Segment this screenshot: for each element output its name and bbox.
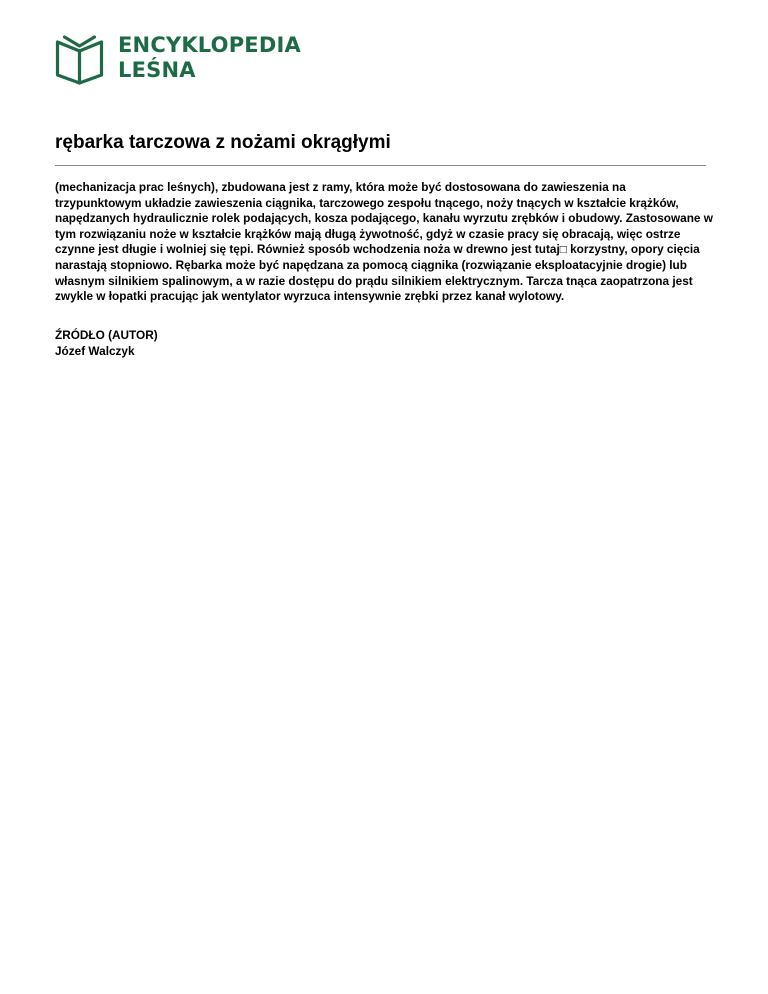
article-title: rębarka tarczowa z nożami okrągłymi [55, 132, 391, 153]
source-author: Józef Walczyk [55, 344, 135, 358]
title-divider [55, 165, 706, 166]
logo-wordmark [118, 33, 301, 83]
article-body: (mechanizacja prac leśnych), zbudowana jest z ramy, która może być dostosowana do zawieszenia na trzypunktowym układzie zawieszenia ciągnika, tarczowego zespołu tnącego, noży tnących w kształcie krążków, napędzanych hydraulicznie rolek podających, kosza podającego, kanału wyrzutu zrębków i obudowy. Zastosowane w tym rozwiązaniu noże w kształcie krążków mają długą żywotność, gdyż w czasie pracy się obracają, więc ostrze czynne jest długie i wolniej się tępi. Również sposób wchodzenia noża w drewno jest tutaj□ korzystny, opory cięcia narastają stopniowo. Rębarka może być napędzana za pomocą ciągnika (rozwiązanie eksploatacyjnie drogie) lub własnym silnikiem spalinowym, a w razie dostępu do prądu silnikiem elektrycznym. Tarcza tnąca zaopatrzona jest zwykle w łopatki pracując jak wentylator wyrzuca intensywnie zrębki przez kanał wylotowy. [55, 180, 713, 304]
logo-line-2: LEŚNA [118, 58, 196, 82]
source-label: ŹRÓDŁO (AUTOR) [55, 328, 158, 342]
site-logo[interactable] [55, 33, 301, 85]
logo-line-1: ENCYKLOPEDIA [118, 33, 301, 57]
open-book-icon [55, 33, 104, 85]
